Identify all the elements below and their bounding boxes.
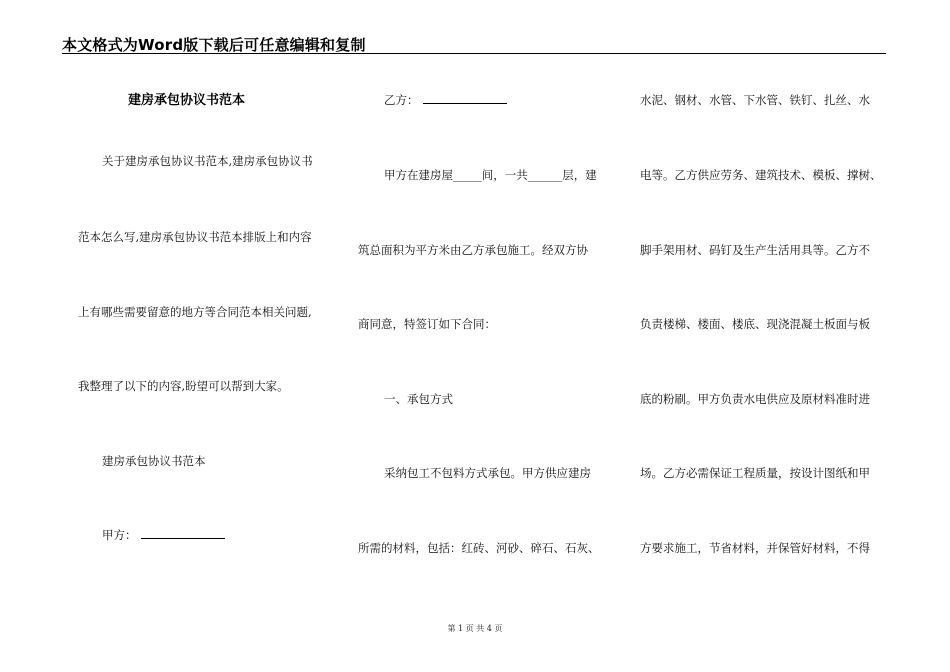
paragraph-line: 范本怎么写,建房承包协议书范本排版上和内容 (78, 230, 312, 244)
document-title: 建房承包协议书范本 (128, 93, 246, 108)
party-a-field (102, 528, 225, 542)
paragraph-line: 场。乙方必需保证工程质量，按设计图纸和甲 (640, 466, 870, 480)
paragraph-line: 我整理了以下的内容,盼望可以帮到大家。 (78, 379, 289, 393)
paragraph-line: 筑总面积为平方米由乙方承包施工。经双方协 (358, 243, 588, 257)
party-a-blank (141, 528, 225, 539)
paragraph-line: 方要求施工，节省材料，并保管好材料，不得 (640, 541, 870, 555)
paragraph-line: 关于建房承包协议书范本,建房承包协议书 (102, 154, 313, 168)
section-heading: 建房承包协议书范本 (102, 454, 206, 468)
party-b-field (384, 93, 507, 107)
party-b-blank (423, 93, 507, 104)
section-heading: 一、承包方式 (384, 392, 453, 406)
paragraph-line: 所需的材料，包括：红砖、河砂、碎石、石灰、 (358, 541, 600, 555)
header-divider (62, 53, 886, 54)
paragraph-line: 电等。乙方供应劳务、建筑技术、模板、撑树、 (640, 168, 882, 182)
paragraph-line: 商同意，特签订如下合同： (358, 317, 496, 331)
paragraph-line: 负责楼梯、楼面、楼底、现浇混凝土板面与板 (640, 317, 870, 331)
paragraph-line: 脚手架用材、码钉及生产生活用具等。乙方不 (640, 243, 870, 257)
paragraph-line: 水泥、钢材、水管、下水管、铁钉、扎丝、水 (640, 93, 870, 107)
party-a-label: 甲方： (102, 528, 137, 542)
paragraph-line: 底的粉刷。甲方负责水电供应及原材料准时进 (640, 392, 870, 406)
party-b-label: 乙方： (384, 93, 419, 107)
page-header-title: 本文格式为Word版下载后可任意编辑和复制 (62, 36, 366, 54)
paragraph-line: 上有哪些需要留意的地方等合同范本相关问题, (78, 305, 312, 319)
paragraph-line: 甲方在建房屋_____间，一共______层，建 (384, 168, 597, 182)
paragraph-line: 采纳包工不包料方式承包。甲方供应建房 (384, 466, 591, 480)
page-number: 第 1 页 共 4 页 (447, 624, 503, 633)
